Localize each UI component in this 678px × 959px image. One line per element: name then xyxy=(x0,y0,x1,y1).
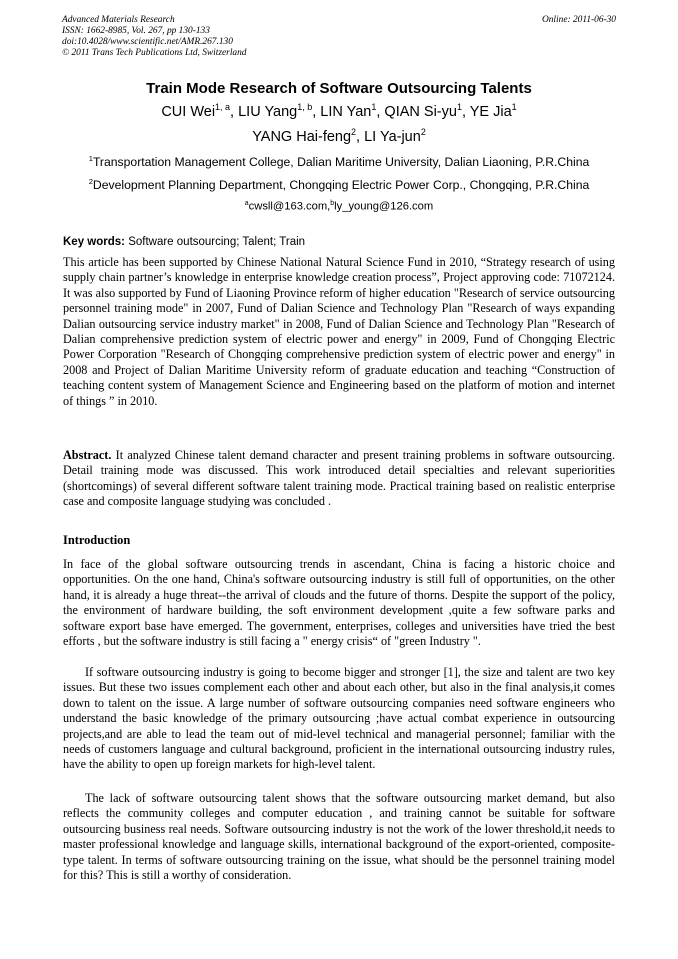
section-heading-introduction: Introduction xyxy=(63,533,131,547)
keywords xyxy=(63,236,615,248)
author-name: LIN Yan xyxy=(320,103,372,120)
abstract-text: It analyzed Chinese talent demand character and present training problems in software outsourcing. Detail training mode was discussed. This work introduced detail specialties and relevant superiorities (shortcomings) of several different software talent training mode. Practical training based on realistic enterprise case and composite language studying was concluded . xyxy=(63,448,615,509)
author-sup: 2 xyxy=(351,127,357,137)
aff-sup: 2 xyxy=(88,177,93,186)
author-sup: 1 xyxy=(456,102,462,112)
author-name: LI Ya-jun xyxy=(364,128,421,145)
author-name: YANG Hai-feng xyxy=(252,128,352,145)
online-date: Online: 2011-06-30 xyxy=(541,15,616,25)
aff-text: Development Planning Department, Chongqing Electric Power Corp., Chongqing, P.R.China xyxy=(92,178,590,193)
affiliation-2 xyxy=(0,177,678,192)
email-line xyxy=(0,200,678,213)
intro-paragraph-1: In face of the global software outsourcing trends in ascendant, China is facing a historic choice and opportunities. On the one hand, China's software outsourcing industry is still full of opportunities, on the other hand, it is already a huge threat--the arrival of clouds and the future of thorns. Despite the support of the policy, the environment of hardware building, the soft environment development ,quite a few software parks and software export base have emerged. The government, enterprises, colleges and universities have tried the best efforts , but the software industry is still facing a " energy crisis“ of "green Industry ". xyxy=(63,557,615,649)
author-sup: 1, b xyxy=(297,102,313,112)
abstract xyxy=(63,448,615,510)
author-name: LIU Yang xyxy=(238,103,298,120)
email-sup: b xyxy=(330,200,335,207)
author-name: CUI Wei xyxy=(161,103,216,120)
author-line-2: YANG Hai-feng$^2$, LI Ya-jun$^2$ xyxy=(252,127,426,145)
email-a: cwsll@163.com, xyxy=(248,200,331,213)
doi-line: doi:10.4028/www.scientific.net/AMR.267.130 xyxy=(62,37,233,47)
keywords-text: Software outsourcing; Talent; Train xyxy=(125,236,306,248)
author-name: YE Jia xyxy=(469,103,512,120)
abstract-label: Abstract. xyxy=(63,448,112,462)
funding-paragraph: This article has been supported by Chinese National Natural Science Fund in 2010, “Strategy research of using supply chain partner’s knowledge in enterprise knowledge creation process”, Project approving code: 71072124. It was also supported by Fund of Liaoning Province reform of higher education "Research of service outsourcing personnel training mode" in 2007, Fund of Dalian Science and Technology Plan "Research of ways expanding Dalian outsourcing service industry market" in 2008, Fund of Dalian Science and Technology Plan "Research of Dalian comprehensive prediction system of electric power and energy" in 2009, Fund of Chongqing Electric Power Corporation "Research of Chongqing comprehensive prediction system of electric power and energy" in 2008 and Project of Dalian Maritime University reform of graduate education and teaching “Construction of teaching content system of Management Science and Engineering based on the platform of motion and internet of things ” in 2010. xyxy=(63,255,615,408)
running-header xyxy=(62,15,616,59)
affiliation-1 xyxy=(0,154,678,169)
aff-sup: 1 xyxy=(88,154,93,163)
author-name: QIAN Si-yu xyxy=(384,103,457,120)
journal-name: Advanced Materials Research xyxy=(62,15,175,25)
author-sup: 1, a xyxy=(215,102,231,112)
email-sup: a xyxy=(244,200,249,207)
keywords-label: Key words: xyxy=(63,236,125,248)
copyright-line: © 2011 Trans Tech Publications Ltd, Switzerland xyxy=(62,48,247,58)
author-sup: 2 xyxy=(420,127,426,137)
intro-paragraph-3: The lack of software outsourcing talent shows that the software outsourcing market demand, but also reflects the community colleges and computer education , and training cannot be suitable for software outsourcing business real needs. Software outsourcing industry is not the work of the lower threshold,it needs to master professional knowledge and language skills, international background of the export-oriented, composite-type talent. In terms of software outsourcing training on the issue, what should be the personnel training model for this? This is still a worthy of consideration. xyxy=(63,791,615,883)
aff-text: Transportation Management College, Dalian Maritime University, Dalian Liaoning, P.R.China xyxy=(92,155,590,170)
author-line-1: CUI Wei$^{1, a}$, LIU Yang$^{1, b}$, LIN Yan$^1$, QIAN $Si-yu^1$, YE Jia$^1$ xyxy=(161,102,517,120)
paper-title: Train Mode Research of Software Outsourcing Talents xyxy=(146,80,532,97)
intro-paragraph-2: If software outsourcing industry is going to become bigger and stronger [1], the size and talent are two key issues. But these two issues complement each other and about each other, but also in the final analysis,it comes down to talent on the issue. A large number of software outsourcing companies need software engineers who understand the basic knowledge of the primary outsourcing ;have actual combat experience in outsourcing projects,and are able to lead the team out of mid-level technical and managerial personnel; familiar with the needs of customers language and cultural background, proficient in the international outsourcing industry rules, have the ability to open up foreign markets for high-level talent. xyxy=(63,665,615,772)
issn-line: ISSN: 1662-8985, Vol. 267, pp 130-133 xyxy=(62,26,210,36)
email-b: ly_young@126.com xyxy=(334,200,434,213)
author-sup: 1 xyxy=(511,102,517,112)
author-sup: 1 xyxy=(371,102,377,112)
